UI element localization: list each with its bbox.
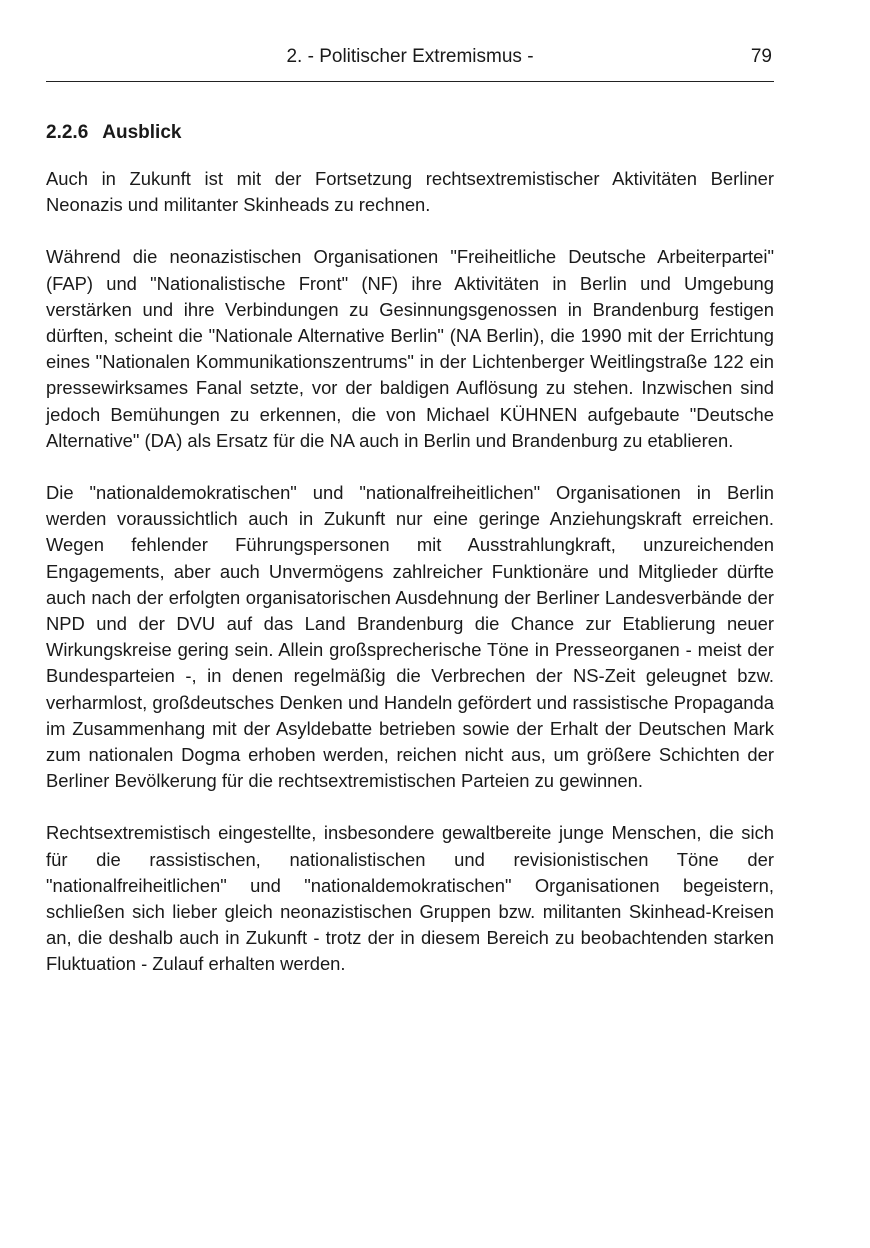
section-number: 2.2.6 — [46, 122, 89, 143]
section-heading — [46, 120, 774, 146]
section-title: Ausblick — [102, 122, 182, 143]
body-content — [46, 120, 774, 1004]
paragraph-2: Während die neonazistischen Organisationen "Freiheitliche Deutsche Arbeiterpartei" (FAP) und "Nationalistische Front" (NF) ihre Aktivitäten in Berlin und Umgebung verstärken und ihre Verbindungen zu Gesinnungsgenossen in Brandenburg festigen dürften, scheint die "Nationale Alternative Berlin" (NA Berlin), die 1990 mit der Errichtung eines "Nationalen Kommunikationszentrums" in der Lichtenberger Weitlingstraße 122 ein pressewirksames Fanal setzte, vor der baldigen Auflösung zu stehen. Inzwischen sind jedoch Bemühungen zu erkennen, die von Michael KÜHNEN aufgebaute "Deutsche Alternative" (DA) als Ersatz für die NA auch in Berlin und Brandenburg zu etablieren. — [46, 246, 774, 451]
running-header — [46, 44, 774, 72]
header-rule — [46, 81, 774, 82]
running-title: 2. - Politischer Extremismus - — [286, 46, 534, 67]
paragraph-3: Die "nationaldemokratischen" und "nationalfreiheitlichen" Organisationen in Berlin werden voraussichtlich auch in Zukunft nur eine geringe Anziehungskraft erreichen. Wegen fehlender Führungspersonen mit Ausstrahlungkraft, unzureichenden Engagements, aber auch Unvermögens zahlreicher Funktionäre und Mitglieder dürfte auch nach der erfolgten organisatorischen Ausdehnung der Berliner Landesverbände der NPD und der DVU auf das Land Brandenburg die Chance zur Etablierung neuer Wirkungskreise gering sein. Allein großsprecherische Töne in Presseorganen - meist der Bundesparteien -, in denen regelmäßig die Verbrechen der NS-Zeit geleugnet bzw. verharmlost, großdeutsches Denken und Handeln gefördert und rassistische Propaganda im Zusammenhang mit der Asyldebatte betrieben sowie der Erhalt der Deutschen Mark zum nationalen Dogma erhoben werden, reichen nicht aus, um größere Schichten der Berliner Bevölkerung für die rechtsextremistischen Parteien zu gewinnen. — [46, 482, 774, 792]
paragraph-1: Auch in Zukunft ist mit der Fortsetzung rechtsextremistischer Aktivitäten Berliner Neonazis und militanter Skinheads zu rechnen. — [46, 168, 774, 216]
page-number: 79 — [750, 46, 772, 67]
paragraph-4: Rechtsextremistisch eingestellte, insbesondere gewaltbereite junge Menschen, die sich für die rassistischen, nationalistischen und revisionistischen Töne der "nationalfreiheitlichen" und "nationaldemokratischen" Organisationen begeistern, schließen sich lieber gleich neonazistischen Gruppen bzw. militanten Skinhead-Kreisen an, die deshalb auch in Zukunft - trotz der in diesem Bereich zu beobachtenden starken Fluktuation - Zulauf erhalten werden. — [46, 822, 774, 975]
